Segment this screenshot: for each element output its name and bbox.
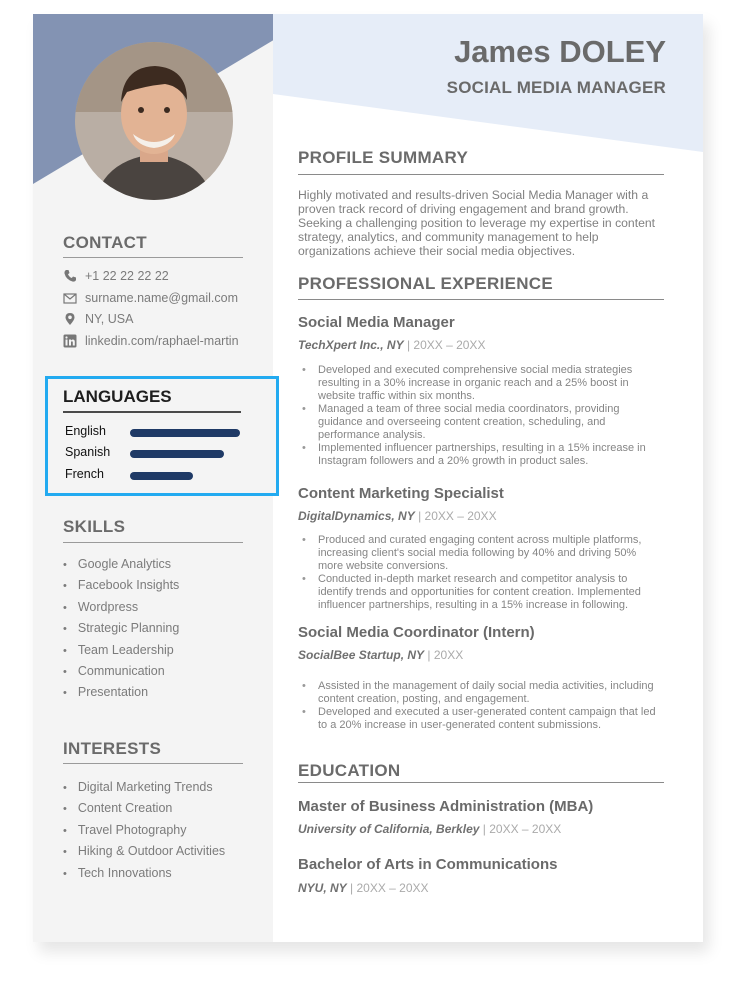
languages-section — [45, 376, 279, 496]
phone-icon — [63, 269, 77, 283]
list-item: • Digital Marketing Trends — [63, 777, 225, 798]
language-name: French — [65, 467, 104, 481]
language-level-bar — [130, 472, 193, 480]
school-location: NY — [330, 881, 347, 895]
list-item: • Tech Innovations — [63, 863, 225, 884]
company-name: TechXpert Inc. — [298, 338, 381, 352]
degree-title: Bachelor of Arts in Communications — [298, 856, 558, 873]
job-dates: 20XX – 20XX — [424, 509, 497, 523]
company-location: NY — [398, 509, 415, 523]
list-item: • Wordpress — [63, 597, 179, 618]
school-name: NYU — [298, 881, 324, 895]
job-bullets — [298, 680, 664, 732]
school-line: University of California, Berkley | 20XX – 20XX — [298, 822, 562, 836]
job-role: Social Media Manager — [298, 314, 455, 331]
location-pin-icon — [63, 312, 77, 326]
contact-email-text: surname.name@gmail.com — [85, 291, 239, 305]
envelope-icon — [63, 291, 77, 305]
company-name: DigitalDynamics — [298, 509, 392, 523]
person-name: James DOLEY — [454, 34, 666, 69]
list-item: • Content Creation — [63, 798, 225, 819]
contact-linkedin[interactable] — [63, 334, 239, 348]
job-company-line: SocialBee Startup, NY | 20XX — [298, 648, 464, 662]
job-company-line: DigitalDynamics, NY | 20XX – 20XX — [298, 509, 497, 523]
list-item: • Hiking & Outdoor Activities — [63, 841, 225, 862]
profile-heading: PROFILE SUMMARY — [298, 148, 469, 167]
contact-location-text: NY, USA — [85, 312, 134, 326]
job-dates: 20XX — [433, 648, 464, 662]
contact-phone-text: +1 22 22 22 22 — [85, 269, 169, 283]
skills-list — [63, 554, 179, 704]
language-level-bar — [130, 429, 240, 437]
list-item: • Developed and executed a user-generated content campaign that led to a 20% increase in user-generated content submissions. — [298, 706, 664, 732]
list-item: • Conducted in-depth market research and competitor analysis to identify trends and opportunities for content creation. Implemented influencer partnerships, resulting in a 15% increase in following. — [298, 573, 664, 612]
job-bullets — [298, 364, 664, 468]
contact-location — [63, 312, 133, 326]
job-title: SOCIAL MEDIA MANAGER — [446, 78, 666, 97]
list-item: • Managed a team of three social media coordinators, providing guidance and overseeing content creation, scheduling, and performance analysis. — [298, 403, 664, 442]
profile-divider — [298, 174, 664, 175]
list-item: • Implemented influencer partnerships, resulting in a 15% increase in Instagram followers and a 20% growth in product sales. — [298, 442, 664, 468]
degree-dates: 20XX – 20XX — [356, 881, 429, 895]
list-item: • Presentation — [63, 682, 179, 703]
school-location: Berkley — [436, 822, 480, 836]
contact-linkedin-text: linkedin.com/raphael-martin — [85, 334, 239, 348]
job-role: Content Marketing Specialist — [298, 485, 504, 502]
list-item: • Facebook Insights — [63, 575, 179, 596]
degree-title: Master of Business Administration (MBA) — [298, 798, 594, 815]
profile-summary-text: Highly motivated and results-driven Social Media Manager with a proven track record of driving engagement and brand growth. Seeking a challenging position to leverage my expertise in content strategy, analytics, and community management to help organizations achieve their social media objectives. — [298, 188, 656, 258]
list-item: • Communication — [63, 661, 179, 682]
list-item: • Google Analytics — [63, 554, 179, 575]
list-item: • Strategic Planning — [63, 618, 179, 639]
languages-heading: LANGUAGES — [63, 387, 172, 406]
resume-page — [33, 14, 703, 942]
school-line: NYU, NY | 20XX – 20XX — [298, 881, 429, 895]
job-company-line: TechXpert Inc., NY | 20XX – 20XX — [298, 338, 486, 352]
company-location: NY — [386, 338, 404, 352]
experience-heading: PROFESSIONAL EXPERIENCE — [298, 274, 554, 293]
school-name: University of California — [298, 822, 430, 836]
contact-email[interactable] — [63, 291, 238, 305]
languages-divider — [63, 411, 241, 413]
language-level-bar — [130, 450, 224, 458]
linkedin-icon — [63, 334, 77, 348]
job-bullets — [298, 534, 664, 612]
experience-divider — [298, 299, 664, 300]
list-item: • Travel Photography — [63, 820, 225, 841]
company-location: NY — [407, 648, 425, 662]
interests-list — [63, 777, 225, 884]
job-dates: 20XX – 20XX — [413, 338, 486, 352]
interests-divider — [63, 763, 243, 764]
job-role: Social Media Coordinator (Intern) — [298, 624, 535, 641]
profile-photo — [75, 42, 233, 200]
contact-divider — [63, 257, 243, 258]
language-name: Spanish — [65, 445, 111, 459]
contact-phone[interactable] — [63, 269, 169, 283]
education-divider — [298, 782, 664, 783]
list-item: • Assisted in the management of daily social media activities, including content creation, posting, and engagement. — [298, 680, 664, 706]
interests-heading: INTERESTS — [63, 739, 162, 758]
skills-heading: SKILLS — [63, 517, 126, 536]
company-name: SocialBee Startup — [298, 648, 401, 662]
list-item: • Produced and curated engaging content across multiple platforms, increasing client's social media following by 40% and driving 50% more website conversions. — [298, 534, 664, 573]
list-item: • Developed and executed comprehensive social media strategies resulting in a 30% increase in organic reach and a 25% boost in website traffic within six months. — [298, 364, 664, 403]
contact-heading: CONTACT — [63, 233, 147, 252]
language-name: English — [65, 424, 106, 438]
skills-divider — [63, 542, 243, 543]
education-heading: EDUCATION — [298, 761, 401, 780]
degree-dates: 20XX – 20XX — [489, 822, 562, 836]
list-item: • Team Leadership — [63, 640, 179, 661]
